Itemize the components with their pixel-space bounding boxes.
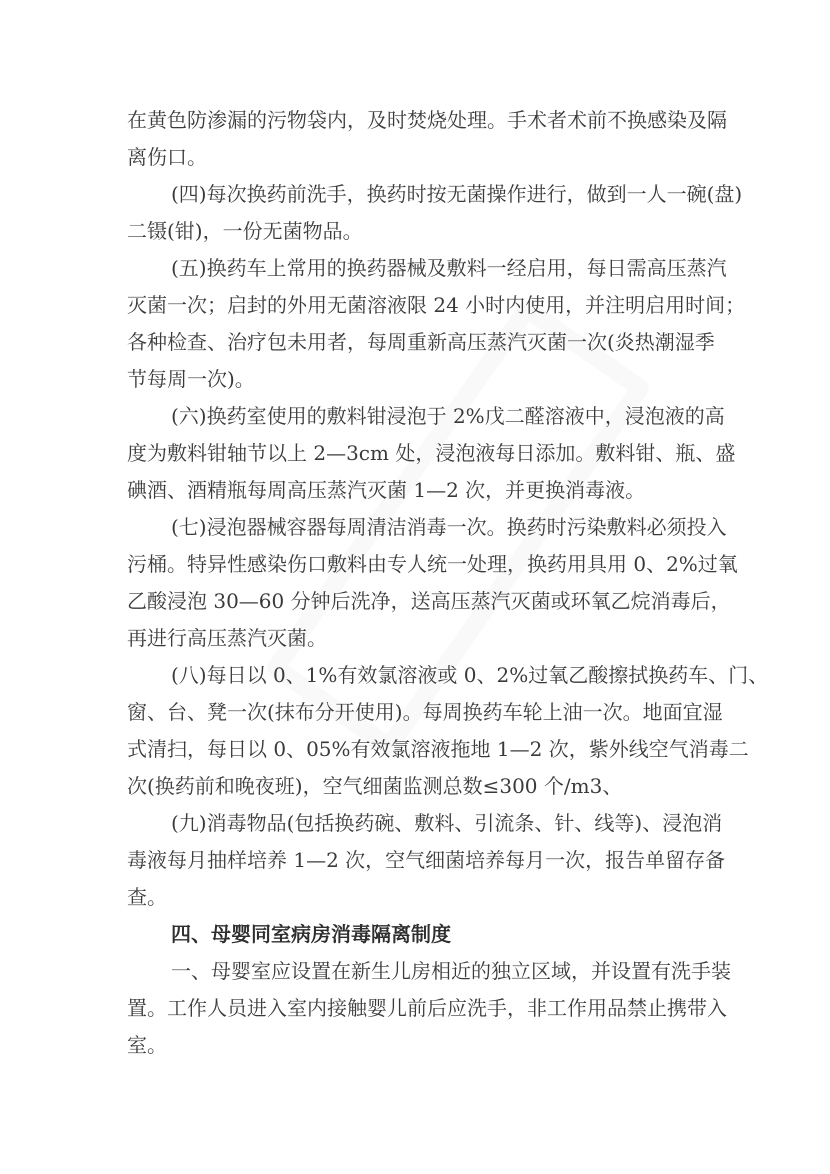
text-line: 污桶。特异性感染伤口敷料由专人统一处理，换药用具用 0、2%过氧 xyxy=(127,552,738,576)
text-line: 在黄色防渗漏的污物袋内，及时焚烧处理。手术者术前不换感染及隔 xyxy=(127,108,727,132)
text-line: 各种检查、治疗包未用者，每周重新高压蒸汽灭菌一次(炎热潮湿季 xyxy=(127,330,715,354)
text-line: 二镊(钳)，一份无菌物品。 xyxy=(127,219,363,243)
text-line: 灭菌一次；启封的外用无菌溶液限 24 小时内使用，并注明启用时间； xyxy=(127,293,746,317)
text-line: (五)换药车上常用的换药器械及敷料一经启用，每日需高压蒸汽 xyxy=(171,256,727,280)
paragraph xyxy=(127,176,743,250)
text-line: 乙酸浸泡 30—60 分钟后洗净，送高压蒸汽灭菌或环氧乙烷消毒后， xyxy=(127,589,731,613)
paragraph xyxy=(127,509,738,657)
paragraph xyxy=(127,805,726,916)
text-line: 毒液每月抽样培养 1—2 次，空气细菌培养每月一次，报告单留存备 xyxy=(127,848,726,872)
text-line: 置。工作人员进入室内接触婴儿前后应洗手，非工作用品禁止携带入 xyxy=(127,996,727,1020)
text-line: (四)每次换药前洗手，换药时按无菌操作进行，做到一人一碗(盘) xyxy=(171,182,743,206)
paragraph xyxy=(127,657,769,805)
text-line: 一、母婴室应设置在新生儿房相近的独立区域，并设置有洗手装 xyxy=(171,959,731,983)
text-line: 室。 xyxy=(127,1033,167,1057)
paragraph xyxy=(127,250,746,398)
text-line: 四、母婴同室病房消毒隔离制度 xyxy=(171,922,451,946)
paragraph xyxy=(127,102,727,176)
text-line: 度为敷料钳轴节以上 2—3cm 处，浸泡液每日添加。敷料钳、瓶、盛 xyxy=(127,441,736,465)
text-line: 离伤口。 xyxy=(127,145,207,169)
paragraph xyxy=(127,953,731,1064)
paragraph xyxy=(127,398,736,509)
text-line: 节每周一次)。 xyxy=(127,367,255,391)
text-line: 碘酒、酒精瓶每周高压蒸汽灭菌 1—2 次，并更换消毒液。 xyxy=(127,478,646,502)
text-line: (七)浸泡器械容器每周清洁消毒一次。换药时污染敷料必须投入 xyxy=(171,515,727,539)
text-line: (六)换药室使用的敷料钳浸泡于 2%戊二醛溶液中，浸泡液的高 xyxy=(171,404,725,428)
text-line: 式清扫，每日以 0、05%有效氯溶液拖地 1—2 次，紫外线空气消毒二 xyxy=(127,737,749,761)
document-page xyxy=(127,102,769,1064)
text-line: 查。 xyxy=(127,885,167,909)
section-heading xyxy=(127,916,707,953)
text-line: (八)每日以 0、1%有效氯溶液或 0、2%过氧乙酸擦拭换药车、门、 xyxy=(171,663,769,687)
text-line: 再进行高压蒸汽灭菌。 xyxy=(127,626,327,650)
text-line: (九)消毒物品(包括换药碗、敷料、引流条、针、线等)、浸泡消 xyxy=(171,811,723,835)
text-line: 窗、台、凳一次(抹布分开使用)。每周换药车轮上油一次。地面宜湿 xyxy=(127,700,723,724)
text-line: 次(换药前和晚夜班)，空气细菌监测总数≤300 个/m3、 xyxy=(127,774,623,798)
